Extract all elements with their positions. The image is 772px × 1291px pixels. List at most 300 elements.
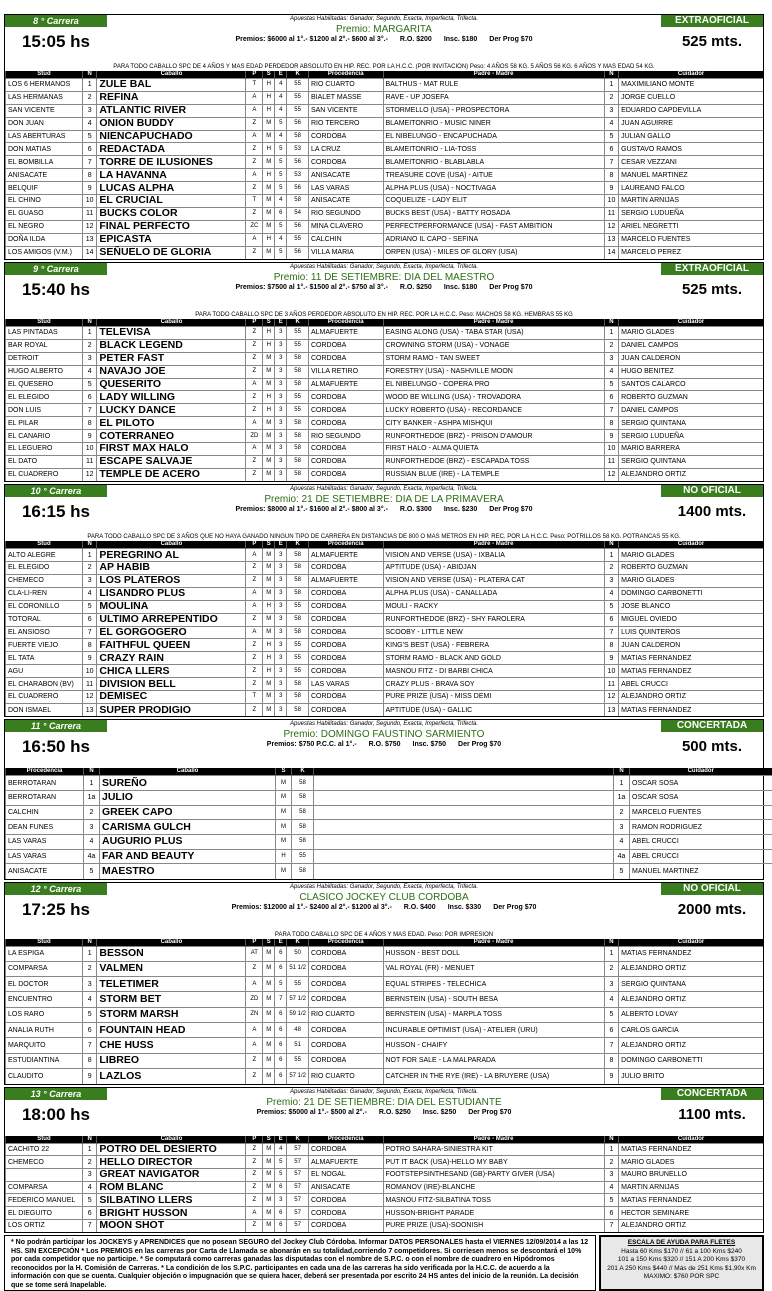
entry-cell: APTITUDE (USA) - ABIDJAN — [383, 562, 604, 575]
prize-line — [109, 1108, 659, 1118]
entry-cell: BERNSTEIN (USA) - MARPLA TOSS — [383, 1007, 604, 1022]
col-header: Cuidador — [619, 1136, 763, 1144]
entry-cell: 2 — [82, 339, 96, 352]
entry-cell: 55 — [287, 665, 309, 678]
entry-cell: ANISACATE — [308, 1181, 383, 1194]
horse-name: DIVISION BELL — [97, 678, 246, 691]
program-sheet — [4, 14, 764, 1291]
entry-cell: Z — [246, 1053, 263, 1068]
entry-cell: 59 1/2 — [287, 1007, 309, 1022]
prize-item: Der Prog $70 — [489, 36, 533, 43]
entry-cell: M — [263, 549, 275, 562]
race-type: EXTRAOFICIAL — [661, 15, 763, 27]
entry-cell: EL CORONILLO — [6, 600, 83, 613]
entry-cell: LA ESPIGA — [6, 946, 83, 961]
table-row — [6, 468, 764, 481]
horse-name: CHICA LLERS — [97, 665, 246, 678]
entry-cell: CORDOBA — [308, 977, 383, 992]
col-header: E — [275, 1136, 287, 1144]
race-type-box — [661, 485, 763, 533]
horse-name: SUPER PRODIGIO — [97, 703, 246, 716]
table-row — [6, 977, 764, 992]
horse-name: MOON SHOT — [97, 1219, 246, 1232]
prize-item: Premios: $8000 al 1°.- $1600 al 2°.- $800 al 3°.- — [235, 506, 388, 514]
entry-cell: 58 — [292, 790, 314, 805]
table-row — [6, 1068, 764, 1083]
entry-cell: JOSE BLANCO — [619, 600, 763, 613]
entry-cell: 58 — [287, 417, 309, 430]
entry-cell: JUAN AGUIRRE — [619, 117, 763, 130]
entry-cell: SERGIO QUINTANA — [619, 977, 763, 992]
col-header: Padre - Madre — [383, 319, 604, 327]
entry-cell: 4 — [275, 104, 287, 117]
entry-cell: M — [263, 678, 275, 691]
table-row — [6, 233, 764, 246]
col-header: Caballo — [97, 541, 246, 549]
entry-cell: 8 — [604, 169, 618, 182]
entry-cell: INCURABLE OPTIMIST (USA) - ATELIER (URU) — [383, 1023, 604, 1038]
table-header — [6, 768, 772, 776]
entry-cell: ZN — [246, 1007, 263, 1022]
horse-name: STORM MARSH — [97, 1007, 246, 1022]
horse-name: TEMPLE DE ACERO — [97, 468, 246, 481]
entry-cell: 10 — [82, 665, 96, 678]
entry-cell: 58 — [287, 365, 309, 378]
entry-cell: SERGIO QUINTANA — [619, 417, 763, 430]
entry-cell: H — [263, 339, 275, 352]
entry-cell: A — [246, 1023, 263, 1038]
race-type-box — [661, 720, 763, 768]
fletes-line: 101 a 150 Kms $320 // 151 A 200 Kms $370 — [617, 1256, 746, 1264]
entry-cell: 3 — [275, 562, 287, 575]
race-header — [5, 1088, 763, 1136]
entry-cell: CHEMECO — [6, 1156, 83, 1169]
entry-cell: 3 — [275, 587, 287, 600]
entry-cell — [314, 790, 614, 805]
entry-cell: 57 — [287, 1194, 309, 1207]
entry-cell: 50 — [287, 946, 309, 961]
entry-cell: H — [263, 91, 275, 104]
entry-cell: 11 — [82, 678, 96, 691]
entry-cell: Z — [246, 182, 263, 195]
race-label: 9 ° Carrera — [5, 263, 107, 275]
entry-cell: ALBERTO LOVAY — [619, 1007, 763, 1022]
entry-cell: EL ELEGIDO — [6, 391, 83, 404]
entry-cell: 3 — [275, 600, 287, 613]
entry-cell: DANIEL CAMPOS — [619, 339, 763, 352]
col-header: P — [246, 541, 263, 549]
entry-cell: EL DOCTOR — [6, 977, 83, 992]
horse-name: ESCAPE SALVAJE — [97, 455, 246, 468]
entry-cell: RUNFORTHEDOE (BRZ) - SHY FAROLERA — [383, 613, 604, 626]
table-row — [6, 665, 764, 678]
entry-cell: H — [263, 404, 275, 417]
entry-cell: 6 — [82, 143, 96, 156]
entry-cell: 5 — [275, 182, 287, 195]
entry-cell: M — [263, 1194, 275, 1207]
entry-cell: M — [263, 1038, 275, 1053]
horse-name: LA HAVANNA — [97, 169, 246, 182]
entry-cell: 57 — [287, 1156, 309, 1169]
entry-cell: EL BOMBILLA — [6, 156, 83, 169]
entry-cell: RAMON RODRIGUEZ — [630, 820, 772, 835]
entry-cell: CORDOBA — [308, 652, 383, 665]
race-info — [109, 15, 659, 45]
entry-cell: Z — [246, 117, 263, 130]
table-row — [6, 776, 772, 791]
race-type: CONCERTADA — [661, 1088, 763, 1100]
fletes-line: MAXIMO: $760 POR SPC — [643, 1273, 720, 1281]
entry-cell: M — [263, 587, 275, 600]
entry-cell: 51 1/2 — [287, 961, 309, 976]
entry-cell: LUCKY ROBERTO (USA) - RECORDANCE — [383, 404, 604, 417]
entry-cell: CORDOBA — [308, 1194, 383, 1207]
prize-item: Insc. $180 — [443, 36, 478, 43]
entry-cell: 3 — [275, 391, 287, 404]
entry-cell: A — [246, 600, 263, 613]
entry-cell: 3 — [275, 326, 287, 339]
entry-cell: 55 — [287, 339, 309, 352]
col-header: P — [246, 939, 263, 947]
table-row — [6, 326, 764, 339]
entry-cell: M — [276, 776, 292, 791]
entry-cell: AT — [246, 946, 263, 961]
entry-cell: CORDOBA — [308, 339, 383, 352]
prize-item: Insc. $230 — [443, 506, 478, 514]
entry-cell: 7 — [82, 404, 96, 417]
entry-cell: Z — [246, 961, 263, 976]
entry-cell: CLA-LI-REN — [6, 587, 83, 600]
entry-cell: CALCHIN — [6, 805, 84, 820]
entry-cell: EL PILAR — [6, 417, 83, 430]
entry-cell: 58 — [292, 805, 314, 820]
prize-item: Premios: $750 P.C.C. al 1°.- — [266, 741, 357, 749]
entry-cell: VAL ROYAL (FR) - MENUET — [383, 961, 604, 976]
table-row — [6, 690, 764, 703]
col-header: Stud — [6, 71, 83, 79]
entry-cell — [314, 849, 614, 864]
col-header: Caballo — [97, 939, 246, 947]
entry-cell: 7 — [604, 1219, 618, 1232]
entry-cell: ROMANOV (IRE)-BLANCHE — [383, 1181, 604, 1194]
entry-cell: CORDOBA — [308, 442, 383, 455]
horse-name: EL PILOTO — [97, 417, 246, 430]
entry-cell: 6 — [82, 1023, 96, 1038]
entry-cell: 5 — [82, 600, 96, 613]
entry-cell: MATIAS FERNANDEZ — [619, 665, 763, 678]
table-row — [6, 652, 764, 665]
col-header: S — [263, 939, 275, 947]
col-header: E — [275, 71, 287, 79]
entry-cell: 5 — [275, 156, 287, 169]
entry-cell: M — [263, 220, 275, 233]
entry-cell: 13 — [604, 703, 618, 716]
entry-cell — [314, 820, 614, 835]
entry-cell: MINA CLAVERO — [308, 220, 383, 233]
entry-cell: 6 — [275, 946, 287, 961]
col-header: K — [287, 939, 309, 947]
entry-cell: 6 — [275, 1181, 287, 1194]
entry-cell: OSCAR SOSA — [630, 776, 772, 791]
entry-cell: ADRIANO IL CAPO - SEFINA — [383, 233, 604, 246]
entry-cell: Z — [246, 143, 263, 156]
entry-cell: 3 — [275, 703, 287, 716]
horse-name: LOS PLATEROS — [97, 574, 246, 587]
premio-title: Premio: 21 DE SETIEMBRE: DIA DE LA PRIMAVERA — [264, 494, 504, 506]
entry-cell: 58 — [287, 613, 309, 626]
entry-cell: EL CUADRERO — [6, 690, 83, 703]
entry-cell: BELQUIF — [6, 182, 83, 195]
entry-cell: 3 — [82, 1169, 96, 1182]
entry-cell: 2 — [82, 91, 96, 104]
table-row — [6, 849, 772, 864]
entry-cell: M — [263, 430, 275, 443]
entry-cell: 57 — [287, 1207, 309, 1220]
prize-item: Der Prog $70 — [458, 741, 502, 749]
race-time: 15:40 hs — [5, 275, 107, 305]
premio-title: CLASICO JOCKEY CLUB CORDOBA — [299, 891, 469, 903]
entry-cell: MATIAS FERNANDEZ — [619, 1194, 763, 1207]
entry-cell: 4 — [84, 834, 100, 849]
entry-cell: 4 — [82, 117, 96, 130]
prize-item: Der Prog $70 — [489, 283, 533, 291]
table-row — [6, 1219, 764, 1232]
entry-cell: JUAN CALDERON — [619, 639, 763, 652]
entry-cell: 5 — [275, 169, 287, 182]
col-header: S — [263, 71, 275, 79]
horse-name: LUCKY DANCE — [97, 404, 246, 417]
entry-cell: 58 — [287, 352, 309, 365]
entries-table — [5, 71, 763, 259]
entry-cell: T — [246, 195, 263, 208]
entry-cell: MARIO BARRERA — [619, 442, 763, 455]
entry-cell: 1 — [604, 946, 618, 961]
entry-cell: 2 — [84, 805, 100, 820]
prize-item: Premios: $5000 al 1°.- $500 al 2°.- — [256, 1108, 367, 1116]
entry-cell: 58 — [292, 834, 314, 849]
entry-cell: 11 — [82, 207, 96, 220]
entry-cell: HUSSON - BEST DOLL — [383, 946, 604, 961]
horse-name: PETER FAST — [97, 352, 246, 365]
entry-cell: ESTUDIANTINA — [6, 1053, 83, 1068]
horse-name: LADY WILLING — [97, 391, 246, 404]
entry-cell: 56 — [287, 220, 309, 233]
entry-cell: CORDOBA — [308, 1023, 383, 1038]
col-header: N — [604, 541, 618, 549]
entry-cell: RIO CUARTO — [308, 1068, 383, 1083]
entry-cell: STORM RAMO - TAN SWEET — [383, 352, 604, 365]
entry-cell: 54 — [287, 207, 309, 220]
entry-cell: CARLOS GARCIA — [619, 1023, 763, 1038]
col-header: S — [263, 541, 275, 549]
table-row — [6, 391, 764, 404]
entry-cell: 3 — [82, 352, 96, 365]
entry-cell: H — [263, 600, 275, 613]
entry-cell: M — [263, 182, 275, 195]
prize-item: Premios: $6000 al 1°.- $1200 al 2°.- $600 al 3°.- — [235, 36, 388, 43]
entry-cell: ALTO ALEGRE — [6, 549, 83, 562]
entry-cell: 6 — [275, 961, 287, 976]
table-row — [6, 834, 772, 849]
col-header: Stud — [6, 541, 83, 549]
entry-cell: DOÑA ILDA — [6, 233, 83, 246]
entry-cell: 55 — [287, 391, 309, 404]
entry-cell: 48 — [287, 1023, 309, 1038]
entry-cell: RIO SEGUNDO — [308, 430, 383, 443]
entry-cell: CESAR VEZZANI — [619, 156, 763, 169]
entry-cell: 6 — [604, 1023, 618, 1038]
entry-cell: FUERTE VIEJO — [6, 639, 83, 652]
entry-cell — [314, 834, 614, 849]
table-row — [6, 805, 772, 820]
entry-cell: 4 — [82, 992, 96, 1007]
entry-cell: ZC — [246, 220, 263, 233]
entry-cell: EL DATO — [6, 455, 83, 468]
horse-name: LIBREO — [97, 1053, 246, 1068]
entry-cell: 2 — [604, 91, 618, 104]
entry-cell: M — [263, 1007, 275, 1022]
col-header: N — [604, 939, 618, 947]
entry-cell: EL CUADRERO — [6, 468, 83, 481]
entry-cell: 2 — [82, 961, 96, 976]
entry-cell: 10 — [604, 442, 618, 455]
entry-cell: 13 — [604, 233, 618, 246]
race-header — [5, 485, 763, 533]
entry-cell: 58 — [287, 626, 309, 639]
race-distance: 1100 mts. — [661, 1100, 763, 1130]
entry-cell: 58 — [287, 455, 309, 468]
col-header: Procedencia — [308, 1136, 383, 1144]
entry-cell: 58 — [287, 690, 309, 703]
entry-cell: 10 — [82, 442, 96, 455]
entry-cell: EL NOGAL — [308, 1169, 383, 1182]
col-header: Procedencia — [308, 541, 383, 549]
col-header: Padre - Madre — [383, 1136, 604, 1144]
table-row — [6, 339, 764, 352]
col-header: Padre - Madre — [383, 939, 604, 947]
entry-cell: DON ISMAEL — [6, 703, 83, 716]
entry-cell: 5 — [604, 130, 618, 143]
entry-cell: HUSSON-BRIGHT PARADE — [383, 1207, 604, 1220]
table-row — [6, 1143, 764, 1156]
entry-cell: Z — [246, 1143, 263, 1156]
race-header — [5, 263, 763, 311]
table-row — [6, 156, 764, 169]
entry-cell: 1 — [82, 946, 96, 961]
entry-cell: M — [276, 805, 292, 820]
table-row — [6, 820, 772, 835]
entry-cell: JULIO BRITO — [619, 1068, 763, 1083]
prize-line — [109, 903, 659, 913]
entry-cell: COMPARSA — [6, 961, 83, 976]
entry-cell: FOOTSTEPSINTHESAND (GB)-PARTY GIVER (USA) — [383, 1169, 604, 1182]
entry-cell: 3 — [275, 404, 287, 417]
col-header: Stud — [6, 939, 83, 947]
entry-cell: CATCHER IN THE RYE (IRE) - LA BRUYERE (USA) — [383, 1068, 604, 1083]
entry-cell: 13 — [82, 233, 96, 246]
entry-cell: 4 — [275, 91, 287, 104]
entry-cell: 8 — [82, 169, 96, 182]
entry-cell: 3 — [604, 104, 618, 117]
entry-cell: 55 — [292, 849, 314, 864]
entry-cell: 55 — [287, 79, 309, 92]
entry-cell: M — [263, 352, 275, 365]
entry-cell: Z — [246, 665, 263, 678]
table-row — [6, 442, 764, 455]
entry-cell: CORDOBA — [308, 562, 383, 575]
horse-name: JULIO — [100, 790, 276, 805]
fletes-line: 201 A 250 Kms $440 // Más de 251 Kms $1,90x Km — [607, 1264, 756, 1272]
entry-cell: BERROTARAN — [6, 790, 84, 805]
entry-cell: 9 — [604, 430, 618, 443]
entry-cell: Z — [246, 339, 263, 352]
entry-cell: 1 — [604, 326, 618, 339]
entry-cell: ALEJANDRO ORTIZ — [619, 1219, 763, 1232]
horse-name: ROM BLANC — [97, 1181, 246, 1194]
entry-cell: 56 — [287, 182, 309, 195]
horse-name: AUGURIO PLUS — [100, 834, 276, 849]
entries-table — [5, 939, 763, 1084]
race-number-box — [5, 1088, 107, 1136]
entry-cell: MARCELO FUENTES — [619, 233, 763, 246]
entry-cell: MARIO GLADES — [619, 549, 763, 562]
entry-cell — [314, 776, 614, 791]
entry-cell: MATIAS FERNANDEZ — [619, 946, 763, 961]
entry-cell: Z — [246, 1068, 263, 1083]
table-row — [6, 946, 764, 961]
race-distance: 500 mts. — [661, 732, 763, 762]
horse-name: MAESTRO — [100, 864, 276, 879]
entry-cell: ALEJANDRO ORTIZ — [619, 992, 763, 1007]
entry-cell: EL LEGUERO — [6, 442, 83, 455]
table-row — [6, 143, 764, 156]
prize-line — [109, 35, 659, 45]
entry-cell: 7 — [82, 626, 96, 639]
fletes-title: ESCALA DE AYUDA PARA FLETES — [627, 1239, 736, 1247]
entry-cell: A — [246, 442, 263, 455]
entry-cell: 4 — [275, 130, 287, 143]
entry-cell: 58 — [287, 562, 309, 575]
entry-cell: DANIEL CAMPOS — [619, 404, 763, 417]
race-info — [109, 1088, 659, 1118]
entry-cell: 3 — [604, 574, 618, 587]
race-number-box — [5, 485, 107, 533]
entry-cell: CORDOBA — [308, 703, 383, 716]
entry-cell: EL QUESERO — [6, 378, 83, 391]
entry-cell: M — [263, 1143, 275, 1156]
horse-name: AP HABIB — [97, 562, 246, 575]
table-row — [6, 1023, 764, 1038]
col-header: S — [276, 768, 292, 776]
entry-cell: EL NIBELUNGO - COPERA PRO — [383, 378, 604, 391]
entry-cell: TOTORAL — [6, 613, 83, 626]
entry-cell: 57 — [287, 1219, 309, 1232]
col-header: Cuidador — [619, 541, 763, 549]
table-row — [6, 91, 764, 104]
col-header: K — [287, 1136, 309, 1144]
entry-cell: MAXIMILIANO MONTE — [619, 79, 763, 92]
entry-cell: 1 — [84, 776, 100, 791]
entry-cell: 3 — [275, 574, 287, 587]
entry-cell: 9 — [604, 182, 618, 195]
entry-cell — [314, 864, 614, 879]
entry-cell: A — [246, 378, 263, 391]
entry-cell: FORESTRY (USA) - NASHVILLE MOON — [383, 365, 604, 378]
entry-cell: 8 — [82, 417, 96, 430]
entry-cell: HUGO ALBERTO — [6, 365, 83, 378]
entry-cell: CORDOBA — [308, 1143, 383, 1156]
prize-item: R.O. $750 — [368, 741, 401, 749]
